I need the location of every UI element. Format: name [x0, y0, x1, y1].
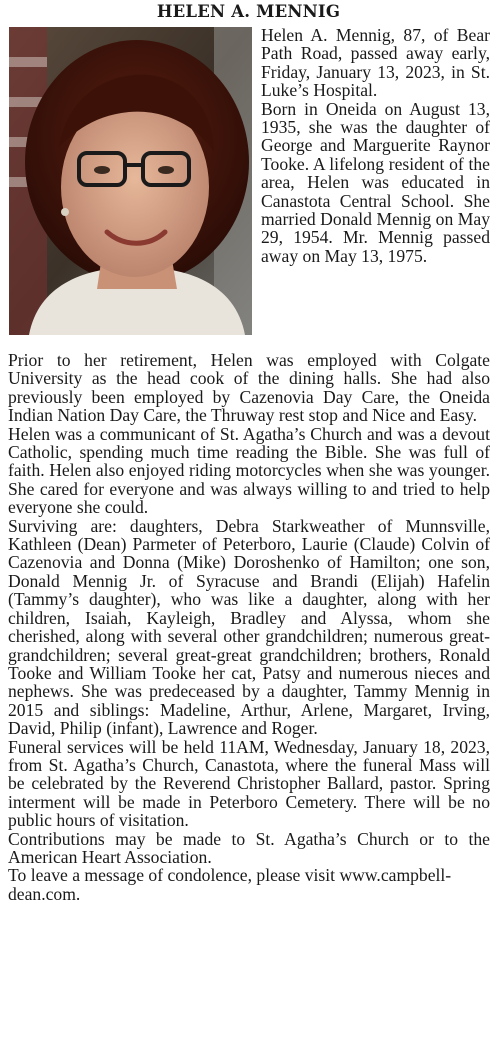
obituary-title: HELEN A. MENNIG — [156, 2, 341, 21]
intro-paragraph: Helen A. Mennig, 87, of Bear Path Road, passed away early, Friday, January 13, 2023, in St. Luke’s Hospital. — [261, 25, 490, 101]
survivors-paragraph: Surviving are: daughters, Debra Starkweather of Munnsville, Kathleen (Dean) Parmeter of Peterboro, Laurie (Claude) Colvin of Cazenovia and Donna (Mike) Doroshenko of Hamilton; one son, Donald Mennig Jr. of Syracuse and Brandi (Elijah) Hafelin (Tammy’s daughter), who was like a daughter, along with her children, Isaiah, Kayleigh, Bradley and Alyssa, whom she cherished, along with several other grandchildren; numerous great-grandchildren; several great-great grandchildren; brothers, Ronald Tooke and William Tooke her cat, Patsy and numerous nieces and nephews. She was predeceased by a daughter, Tammy Mennig in 2015 and siblings: Madeline, Arthur, Arlene, Margaret, Irving, David, Philip (infant), Lawrence and Roger. — [8, 515, 490, 739]
condolence-paragraph: To leave a message of condolence, please visit www.campbell-dean.com. — [8, 865, 452, 904]
obituary-body — [8, 351, 490, 903]
obituary-side-column — [261, 26, 490, 265]
funeral-paragraph: Funeral services will be held 11AM, Wednesday, January 18, 2023, from St. Agatha’s Church, Canastota, where the funeral Mass will be celebrated by the Reverend Christopher Ballard, pastor. Spring interment will be made in Peterboro Cemetery. There will be no public hours of visitation. — [8, 736, 490, 831]
portrait-photo — [9, 27, 252, 335]
career-paragraph: Prior to her retirement, Helen was employed with Colgate University as the head cook of the dining halls. She had also previously been employed by Cazenovia Day Care, the Oneida Indian Nation Day Care, the Thruway rest stop and Nice and Easy. — [8, 350, 490, 426]
faith-paragraph: Helen was a communicant of St. Agatha’s Church and was a devout Catholic, spending much time reading the Bible. She was full of faith. Helen also enjoyed riding motorcycles when she was younger. She cared for everyone and was always willing to and tried to help everyone she could. — [8, 423, 490, 518]
birth-paragraph: Born in Oneida on August 13, 1935, she was the daughter of George and Marguerite Raynor Tooke. A lifelong resident of the area, Helen was educated in Canastota Central School. She married Donald Mennig on May 29, 1954. Mr. Mennig passed away on May 13, 1975. — [261, 98, 490, 266]
contributions-paragraph: Contributions may be made to St. Agatha’s Church or to the American Heart Association. — [8, 828, 490, 867]
